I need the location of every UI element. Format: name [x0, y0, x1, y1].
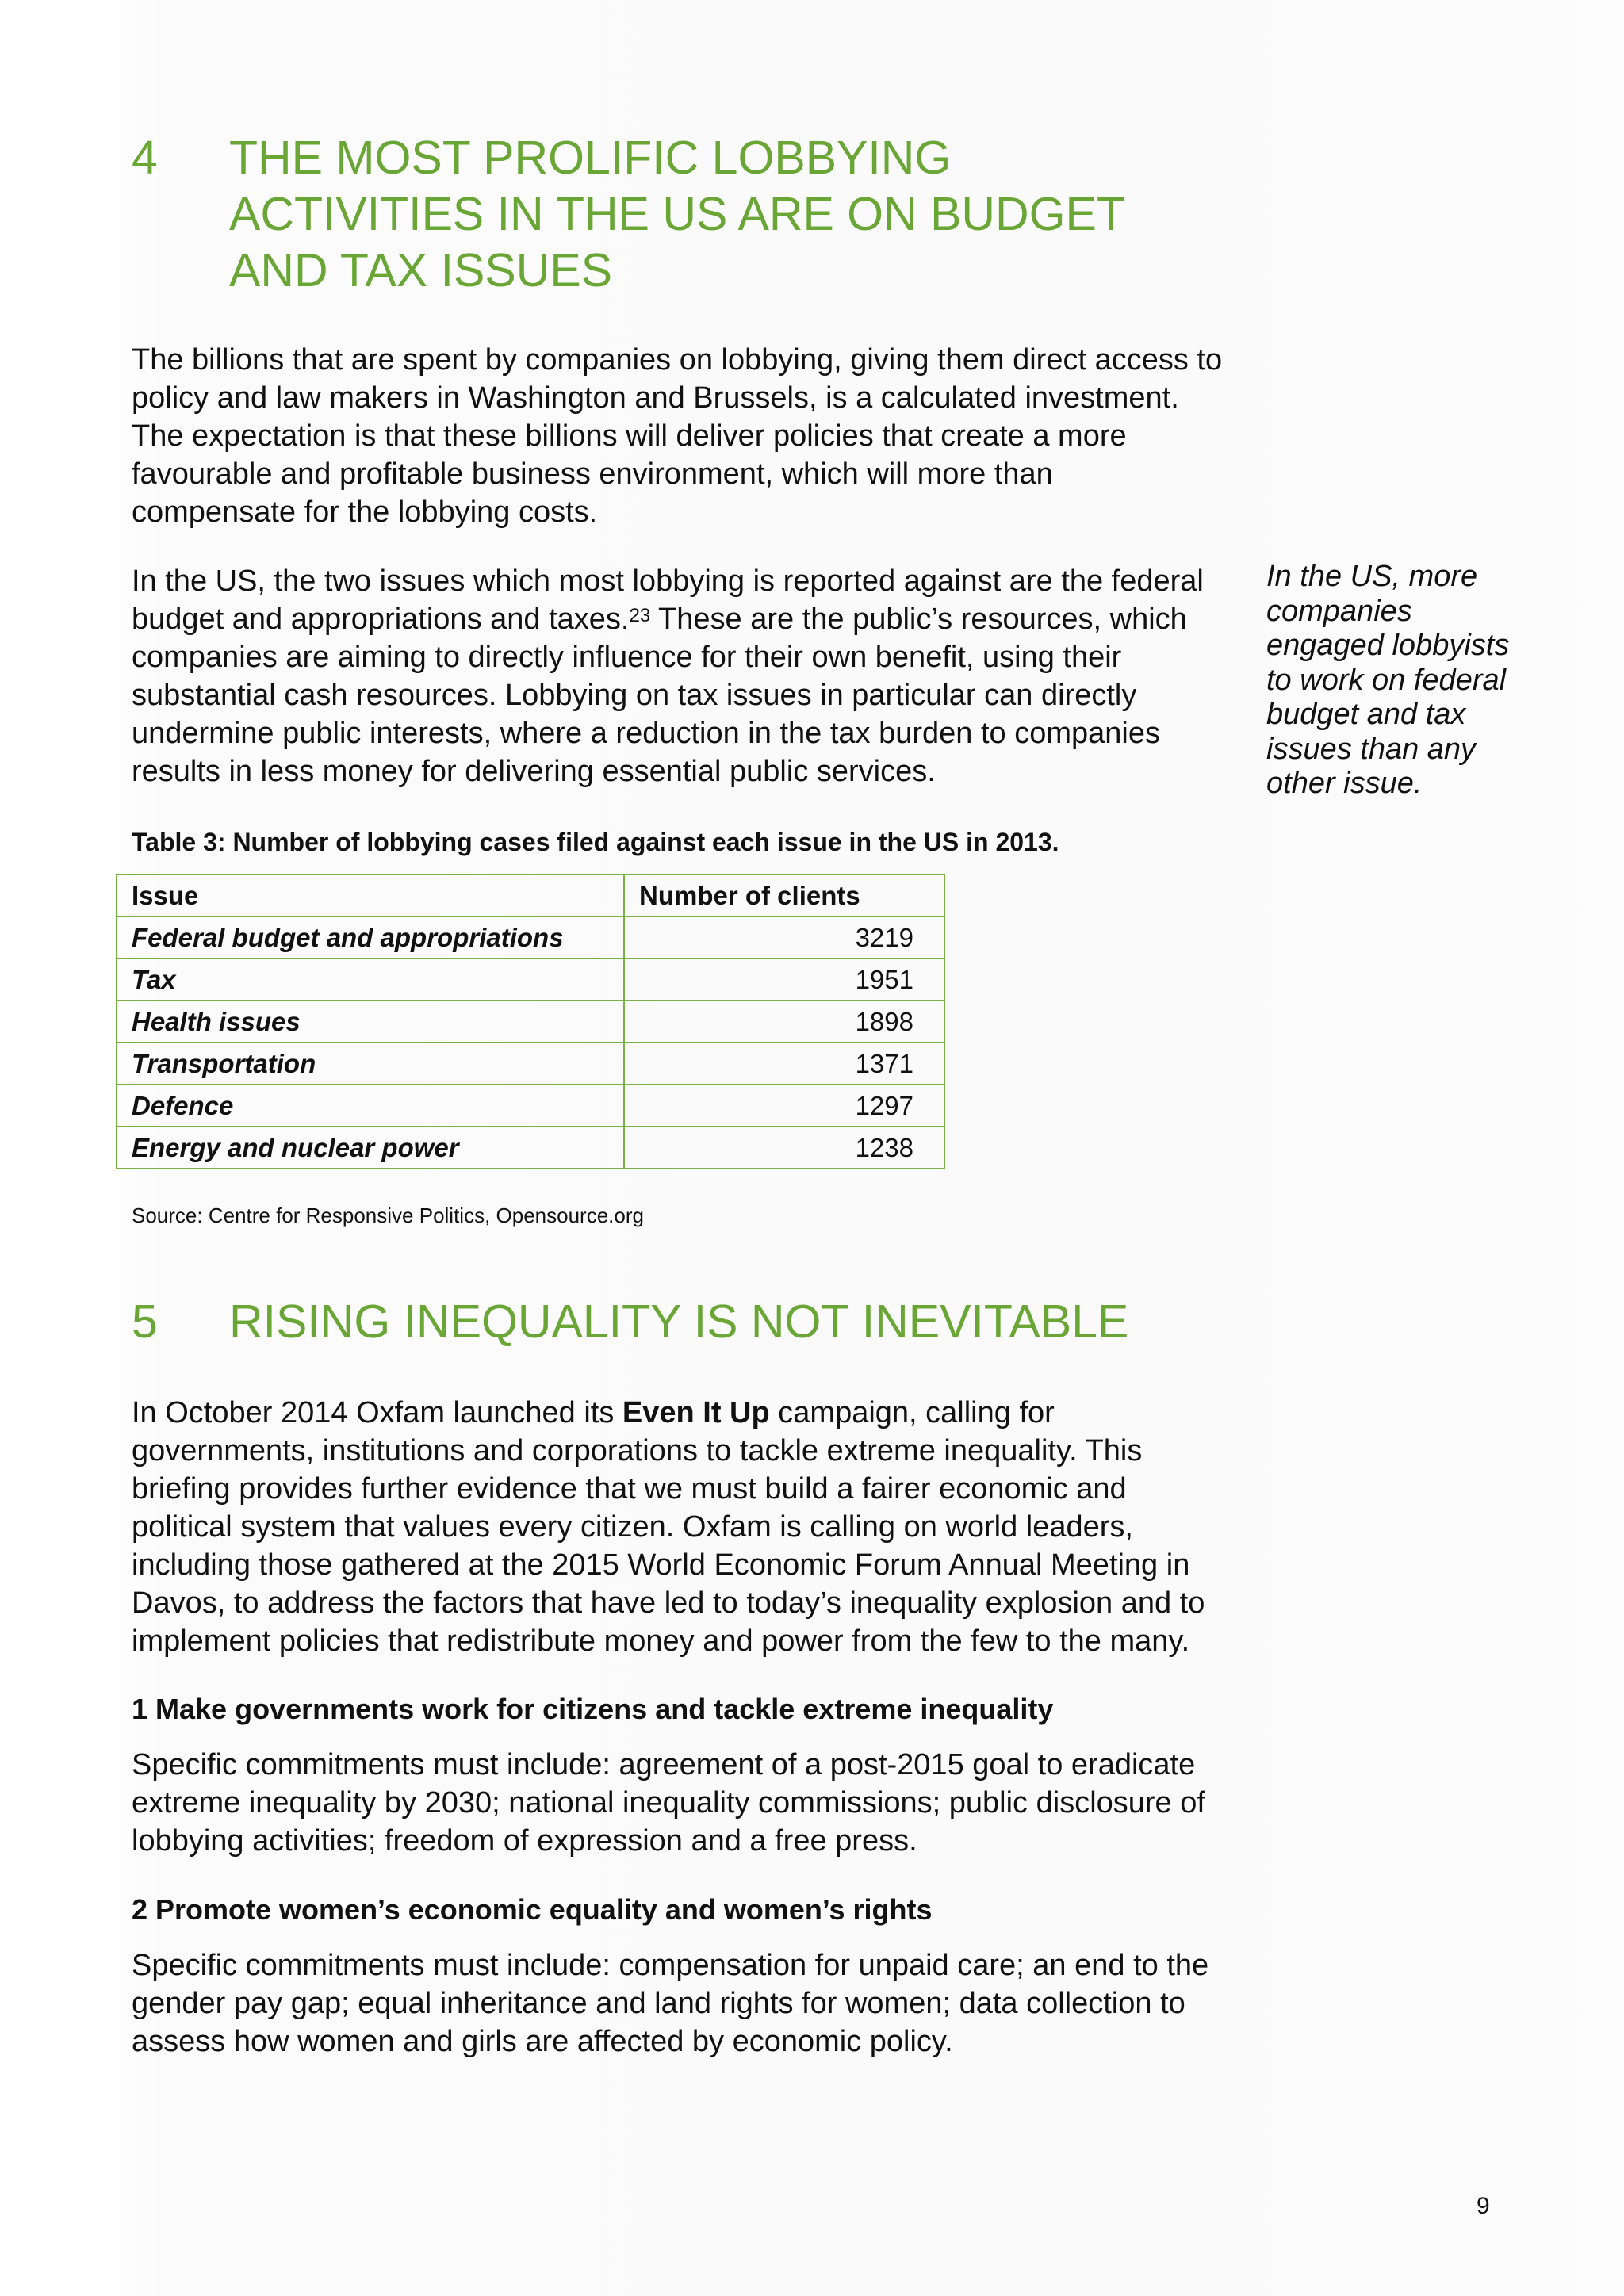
text-fragment: campaign, calling for — [769, 1396, 1055, 1429]
subheading-1: 1 Make governments work for citizens and tackle extreme inequality — [132, 1693, 1054, 1725]
clients-cell: 1898 — [624, 1001, 944, 1043]
page-number: 9 — [1477, 2193, 1490, 2219]
table-caption: Table 3: Number of lobbying cases filed against each issue in the US in 2013. — [132, 828, 1059, 856]
sidebar-pull-quote — [1266, 560, 1536, 802]
issue-cell: Defence — [117, 1085, 624, 1127]
text-line: including those gathered at the 2015 World Economic Forum Annual Meeting in — [132, 1548, 1190, 1582]
text-fragment: In October 2014 Oxfam launched its — [132, 1396, 622, 1429]
text-line: In the US, the two issues which most lobbying is reported against are the federal — [132, 564, 1204, 598]
issue-cell: Federal budget and appropriations — [117, 916, 624, 959]
section-4-title-line: THE MOST PROLIFIC LOBBYING — [229, 132, 952, 184]
text-line — [132, 600, 1242, 638]
section-4-heading — [132, 130, 1321, 304]
clients-cell: 1371 — [624, 1043, 944, 1085]
issue-cell: Health issues — [117, 1001, 624, 1043]
table-row — [117, 1001, 944, 1043]
table-source-note: Source: Centre for Responsive Politics, Opensource.org — [132, 1203, 644, 1227]
section-5-heading — [132, 1294, 1321, 1353]
text-line: implement policies that redistribute money and power from the few to the many. — [132, 1624, 1190, 1658]
text-line: compensate for the lobbying costs. — [132, 496, 598, 529]
text-line: gender pay gap; equal inheritance and land rights for women; data collection to — [132, 1987, 1185, 2020]
quote-line: budget and tax — [1266, 698, 1466, 731]
section-4-paragraph-1 — [132, 341, 1242, 531]
clients-cell: 1951 — [624, 959, 944, 1001]
text-line: assess how women and girls are affected by economic policy. — [132, 2025, 953, 2058]
text-line: policy and law makers in Washington and Brussels, is a calculated investment. — [132, 381, 1179, 415]
issue-cell: Tax — [117, 959, 624, 1001]
section-5-number: 5 — [132, 1295, 158, 1348]
section-4-paragraph-2 — [132, 562, 1242, 790]
text-line: substantial cash resources. Lobbying on tax issues in particular can directly — [132, 679, 1137, 712]
text-line: companies are aiming to directly influence for their own benefit, using their — [132, 641, 1122, 674]
table-row — [117, 916, 944, 959]
quote-line: In the US, more — [1266, 560, 1478, 593]
quote-line: other issue. — [1266, 767, 1423, 800]
clients-cell: 3219 — [624, 916, 944, 959]
section-4-title-line: AND TAX ISSUES — [229, 244, 613, 297]
clients-cell: 1238 — [624, 1127, 944, 1169]
text-line: undermine public interests, where a reduction in the tax burden to companies — [132, 717, 1160, 750]
quote-line: engaged lobbyists — [1266, 629, 1510, 662]
section-5-title: RISING INEQUALITY IS NOT INEVITABLE — [229, 1295, 1129, 1348]
table-row — [117, 1043, 944, 1085]
text-line: extreme inequality by 2030; national inequality commissions; public disclosure of — [132, 1786, 1205, 1820]
text-line: The expectation is that these billions will deliver policies that create a more — [132, 419, 1127, 453]
table-row — [117, 959, 944, 1001]
text-line: favourable and profitable business environment, which will more than — [132, 457, 1053, 491]
text-line: Specific commitments must include: agreement of a post-2015 goal to eradicate — [132, 1748, 1196, 1781]
text-line: briefing provides further evidence that we must build a fairer economic and — [132, 1472, 1127, 1506]
text-fragment: These are the public’s resources, which — [650, 603, 1187, 636]
text-line: governments, institutions and corporations to tackle extreme inequality. This — [132, 1434, 1143, 1468]
issue-cell: Transportation — [117, 1043, 624, 1085]
text-line — [132, 1394, 1242, 1432]
table-row — [117, 1127, 944, 1169]
text-line: lobbying activities; freedom of expression and a free press. — [132, 1824, 917, 1858]
footnote-reference[interactable]: 23 — [629, 605, 651, 626]
subheading-2: 2 Promote women’s economic equality and women’s rights — [132, 1893, 933, 1926]
campaign-name: Even It Up — [622, 1396, 770, 1429]
column-header-clients: Number of clients — [624, 874, 944, 916]
subheading-1-paragraph — [132, 1746, 1242, 1860]
text-line: results in less money for delivering essential public services. — [132, 755, 936, 788]
text-line: Davos, to address the factors that have led to today’s inequality explosion and to — [132, 1586, 1205, 1620]
quote-line: to work on federal — [1266, 663, 1507, 697]
table-header-row — [117, 874, 944, 916]
section-5-paragraph — [132, 1394, 1242, 1660]
section-4-title-line: ACTIVITIES IN THE US ARE ON BUDGET — [229, 188, 1125, 240]
text-line: political system that values every citizen. Oxfam is calling on world leaders, — [132, 1510, 1133, 1544]
clients-cell: 1297 — [624, 1085, 944, 1127]
text-line: The billions that are spent by companies on lobbying, giving them direct access to — [132, 343, 1223, 377]
issue-cell: Energy and nuclear power — [117, 1127, 624, 1169]
text-fragment: budget and appropriations and taxes. — [132, 603, 630, 636]
table-row — [117, 1085, 944, 1127]
subheading-2-paragraph — [132, 1946, 1242, 2061]
text-line: Specific commitments must include: compensation for unpaid care; an end to the — [132, 1949, 1209, 1982]
column-header-issue: Issue — [117, 874, 624, 916]
section-4-title — [229, 130, 1355, 299]
quote-line: companies — [1266, 594, 1412, 628]
quote-line: issues than any — [1266, 732, 1477, 766]
section-4-number: 4 — [132, 132, 158, 184]
lobbying-table — [116, 874, 945, 1169]
